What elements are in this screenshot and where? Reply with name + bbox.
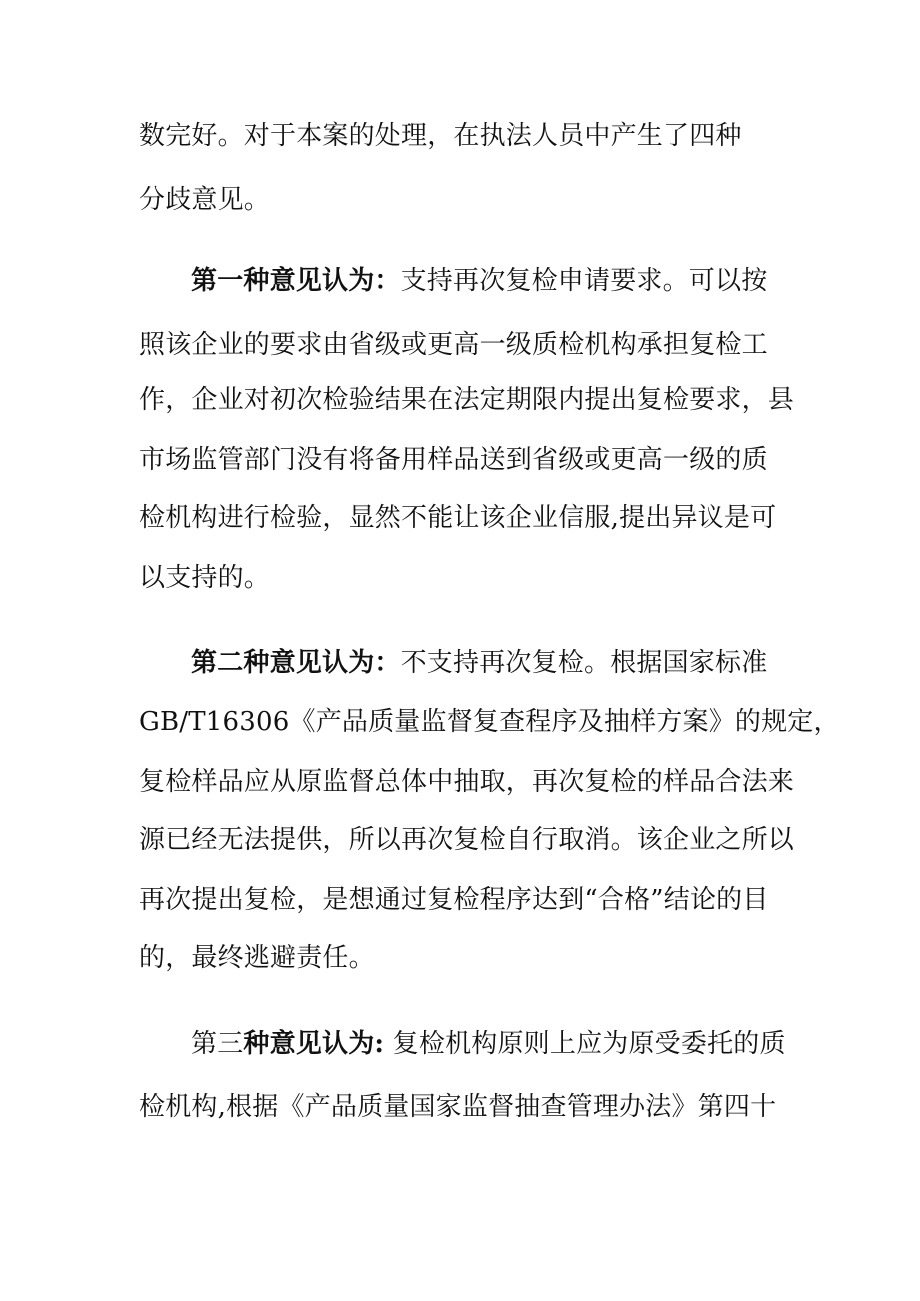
opinion-2-line-2: GB/T16306《产品质量监督复查程序及抽样方案》的规定，: [139, 707, 840, 737]
opinion-2-line-5: 再次提出复检，是想通过复检程序达到“合格”结论的目: [139, 885, 769, 915]
opinion-1-line-2: 照该企业的要求由省级或更高一级质检机构承担复检工: [139, 330, 768, 360]
opinion-1-line-5: 检机构进行检验，显然不能让该企业信服,提出异议是可: [139, 503, 777, 533]
opinion-2-line-4: 源已经无法提供，所以再次复检自行取消。该企业之所以: [139, 825, 795, 855]
intro-line-2: 分歧意见。: [139, 185, 271, 215]
opinion-3-first-line-text: 复检机构原则上应为原受委托的质: [384, 1029, 786, 1059]
opinion-2-heading: 第二种意见认为：: [191, 648, 401, 678]
opinion-3-line-2: 检机构,根据《产品质量国家监督抽查管理办法》第四十: [139, 1092, 777, 1122]
opinion-1-line-3: 作，企业对初次检验结果在法定期限内提出复检要求，县: [139, 385, 795, 415]
opinion-3-first-line: [191, 1024, 789, 1064]
opinion-3-heading-plain: 第三: [191, 1029, 244, 1059]
opinion-2-first-line-text: 不支持再次复检。根据国家标准: [400, 648, 768, 678]
opinion-2-first-line: [191, 643, 789, 683]
opinion-1-first-line: [191, 261, 789, 301]
opinion-3-heading-bold: 种意见认为:: [243, 1029, 385, 1059]
opinion-1-first-line-text: 支持再次复检申请要求。可以按: [400, 266, 768, 296]
opinion-1-line-6: 以支持的。: [139, 563, 271, 593]
opinion-2-line-3: 复检样品应从原监督总体中抽取，再次复检的样品合法来: [139, 767, 795, 797]
opinion-1-heading: 第一种意见认为：: [191, 266, 401, 296]
intro-line-1: 数完好。对于本案的处理，在执法人员中产生了四种: [139, 121, 742, 151]
opinion-1-line-4: 市场监管部门没有将备用样品送到省级或更高一级的质: [139, 445, 768, 475]
opinion-2-line-6: 的，最终逃避责任。: [139, 943, 375, 973]
